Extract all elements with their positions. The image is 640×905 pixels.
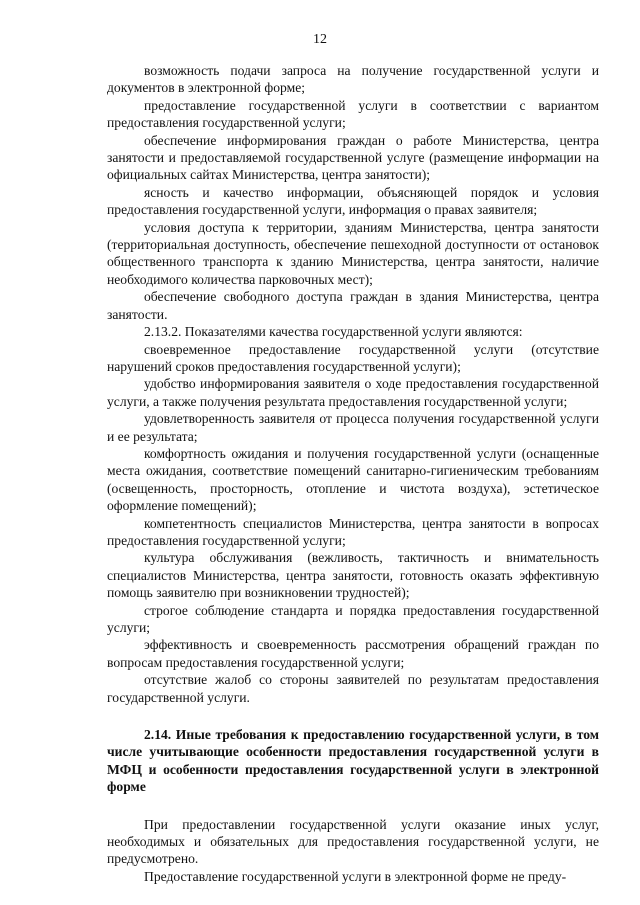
paragraph: 2.13.2. Показателями качества государственной услуги являются: [144, 324, 523, 340]
paragraph: условия доступа к территории, зданиям Министерства, центра занятости (территориальная доступность, обеспечение пешеходной доступности от остановок общественного транспорта к зданию Министерства, центра занятости, наличие необходимого количества парковочных мест); [107, 219, 599, 287]
paragraph: ясность и качество информации, объясняющей порядок и условия предоставления государственной услуги, информация о правах заявителя; [107, 184, 599, 218]
paragraph: удобство информирования заявителя о ходе предоставления государственной услуги, а также получения результата предоставления государственной услуги; [107, 376, 599, 409]
paragraph: возможность подачи запроса на получение государственной услуги и документов в электронной форме; [107, 63, 599, 96]
paragraph: комфортность ожидания и получения государственной услуги (оснащенные места ожидания, соответствие помещений санитарно-гигиеническим требованиям (освещенность, просторность, отопление и чистота воздуха), эстетическое оформление помещений); [107, 445, 599, 514]
paragraph: обеспечение информирования граждан о работе Министерства, центра занятости и предоставляемой государственной услуге (размещение информации на официальных сайтах Министерства, центра занятости); [107, 132, 599, 183]
paragraph: предоставление государственной услуги в соответствии с вариантом предоставления государственной услуги; [107, 97, 599, 131]
section-heading: 2.14. Иные требования к предоставлению государственной услуги, в том числе учитывающие особенности предоставления государственной услуги в МФЦ и особенности предоставления государственной услуги в электронной форме [107, 727, 599, 795]
paragraph: обеспечение свободного доступа граждан в здания Министерства, центра занятости. [107, 289, 599, 322]
paragraph: компетентность специалистов Министерства, центра занятости в вопросах предоставления государственной услуги; [107, 515, 599, 548]
page-number: 12 [313, 32, 327, 47]
document-body [107, 62, 599, 885]
paragraph: эффективность и своевременность рассмотрения обращений граждан по вопросам предоставления государственной услуги; [107, 637, 599, 670]
paragraph: своевременное предоставление государственной услуги (отсутствие нарушений сроков предоставления государственной услуги); [107, 341, 599, 374]
paragraph: строгое соблюдение стандарта и порядка предоставления государственной услуги; [107, 602, 599, 635]
paragraph: удовлетворенность заявителя от процесса получения государственной услуги и ее результата; [107, 411, 599, 444]
paragraph: отсутствие жалоб со стороны заявителей по результатам предоставления государственной услуги. [107, 672, 599, 705]
paragraph: При предоставлении государственной услуги оказание иных услуг, необходимых и обязательных для предоставления государственной услуги, не предусмотрено. [107, 816, 599, 867]
paragraph: Предоставление государственной услуги в электронной форме не преду- [144, 868, 567, 884]
paragraph: культура обслуживания (вежливость, тактичность и внимательность специалистов Министерства, центра занятости, готовность оказать эффективную помощь заявителю при возникновении трудностей); [107, 550, 599, 601]
